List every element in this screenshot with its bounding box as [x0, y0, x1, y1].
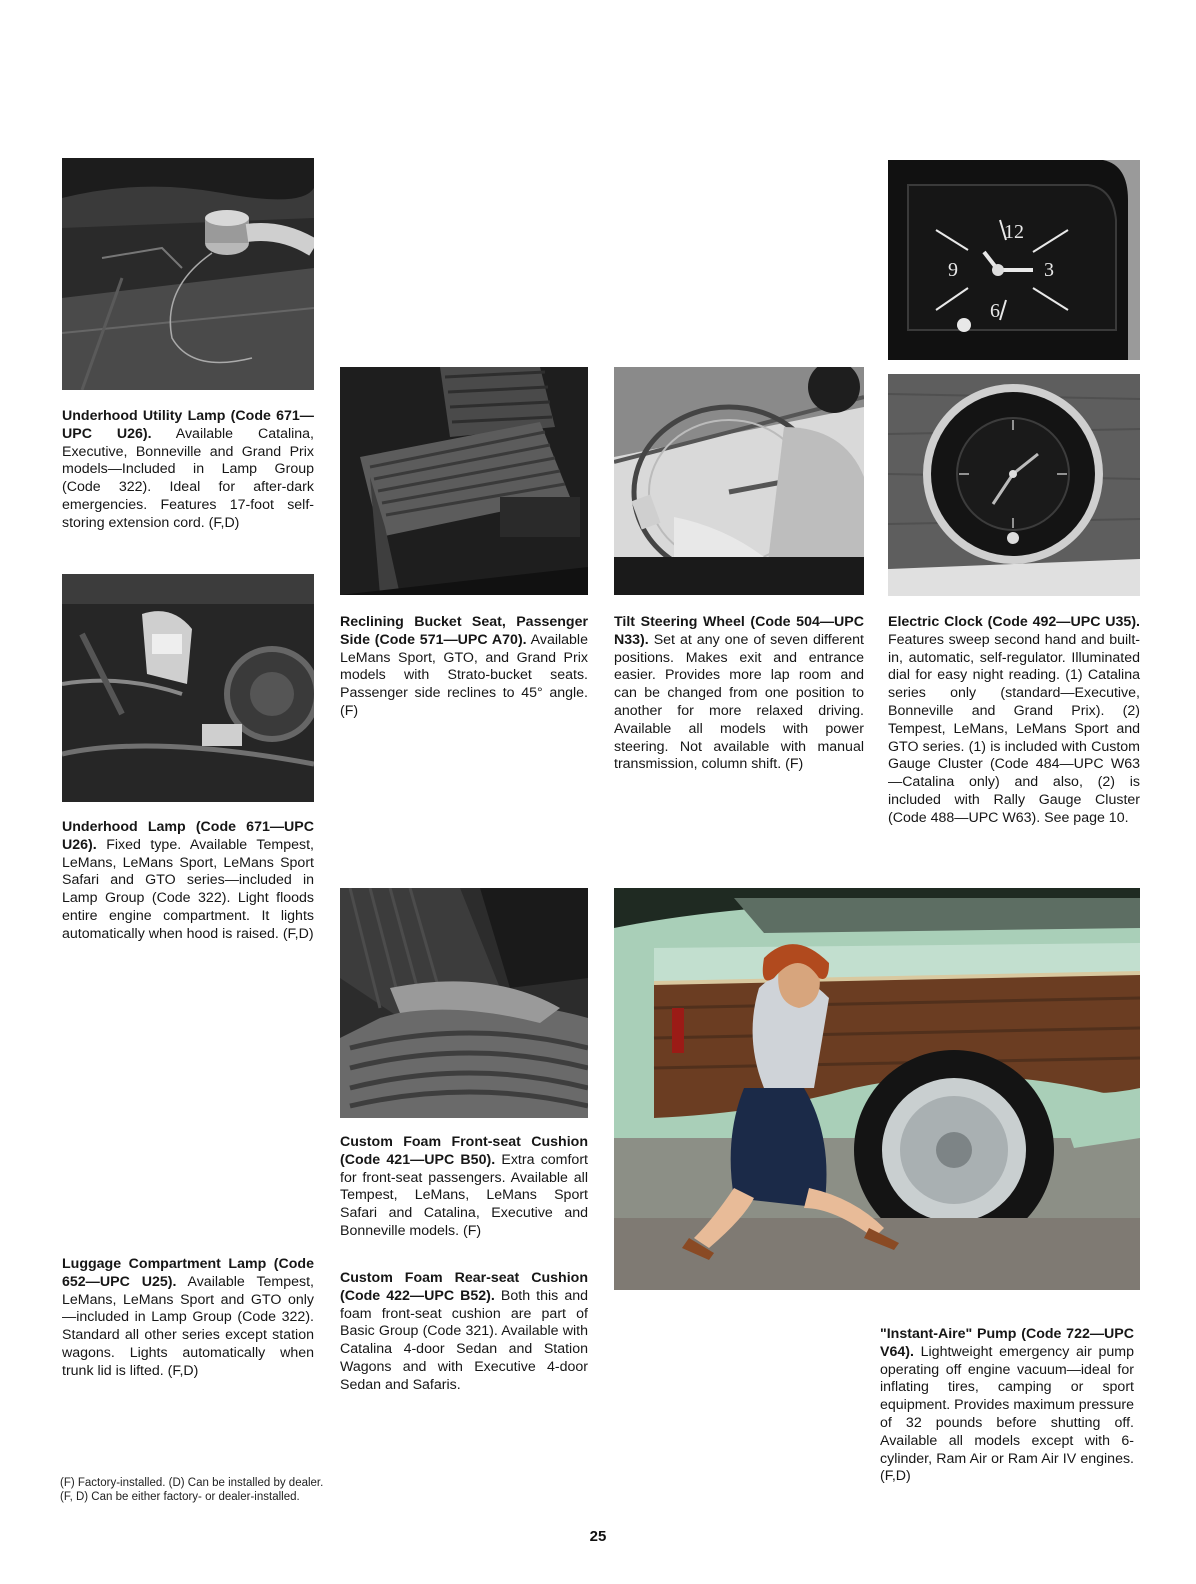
underhood-lamp-caption [62, 819, 314, 944]
rear-cushion-body: Both this and foam front-seat cushion are part of Basic Group (Code 321). Available with Catalina 4-door Sedan and Station Wagons and with Executive 4-door Sedan and Safaris. [340, 1287, 588, 1393]
front-cushion-body: Extra comfort for front-seat passengers. Available all Tempest, LeMans, LeMans Sport Safari and Catalina, Executive and Bonneville models. (F) [340, 1151, 588, 1239]
underhood-lamp-photo [62, 574, 314, 802]
clock-numeral-6: 6 [990, 300, 1000, 322]
bucket-seat-caption [340, 614, 588, 721]
clock-numeral-9: 9 [948, 259, 958, 281]
footnotes [60, 1476, 560, 1504]
air-pump-title: "Instant-Aire" Pump (Code 722—UPC V64). [880, 1326, 1134, 1360]
dash-clock-photo [888, 160, 1140, 360]
utility-lamp-photo [62, 158, 314, 390]
electric-clock-caption [888, 614, 1140, 828]
air-pump-photo [614, 888, 1140, 1290]
electric-clock-body: Features sweep second hand and built-in, automatic, self-regulator. Illuminated dial for easy night reading. (1) Catalina series only (standard—Executive, Bonneville and Grand Prix). (2) Tempest, LeMans, LeMans Sport and GTO series. (1) is included with Custom Gauge Cluster (Code 484—UPC W63—Catalina only) and also, (2) is included with Rally Gauge Cluster (Code 488—UPC W63). See page 10. [888, 631, 1140, 826]
bucket-seat-photo [340, 367, 588, 595]
tilt-wheel-title: Tilt Steering Wheel (Code 504—UPC N33). [614, 614, 864, 648]
page-number: 25 [589, 1528, 607, 1545]
utility-lamp-title: Underhood Utility Lamp (Code 671—UPC U26). [62, 408, 314, 442]
electric-clock-title: Electric Clock (Code 492—UPC U35). [888, 614, 1140, 630]
footnote-line-1: (F) Factory-installed. (D) Can be installed by dealer. [60, 1477, 324, 1489]
luggage-lamp-caption [62, 1256, 314, 1381]
air-pump-body: Lightweight emergency air pump operating off engine vacuum—ideal for inflating tires, camping or sport equipment. Provides maximum pressure of 32 pounds before shutting off. Available all models except with 6-cylinder, Ram Air or Ram Air IV engines. (F,D) [880, 1343, 1134, 1485]
utility-lamp-caption [62, 408, 314, 533]
front-cushion-caption [340, 1134, 588, 1241]
luggage-lamp-body: Available Tempest, LeMans, LeMans Sport and GTO only—included in Lamp Group (Code 322). Standard all other series except station wagons. Lights automatically when trunk lid is lifted. (F,D) [62, 1273, 314, 1379]
luggage-lamp-title: Luggage Compartment Lamp (Code 652—UPC U25). [62, 1256, 314, 1290]
underhood-lamp-title: Underhood Lamp (Code 671—UPC U26). [62, 819, 314, 853]
air-pump-caption [880, 1326, 1134, 1486]
underhood-lamp-body: Fixed type. Available Tempest, LeMans, LeMans Sport, LeMans Sport Safari and GTO series—included in Lamp Group (Code 322). Light floods entire engine compartment. It lights automatically when hood is raised. (F,D) [62, 836, 314, 942]
bucket-seat-title: Reclining Bucket Seat, Passenger Side (Code 571—UPC A70). [340, 614, 588, 648]
front-cushion-title: Custom Foam Front-seat Cushion (Code 421—UPC B50). [340, 1134, 588, 1168]
tilt-wheel-caption [614, 614, 864, 774]
seat-cushion-photo [340, 888, 588, 1118]
tilt-wheel-body: Set at any one of seven different positions. Makes exit and entrance easier. Provides more lap room and can be changed from one position to another for more relaxed driving. Available all models with power steering. Not available with manual transmission, column shift. (F) [614, 631, 864, 773]
clock-numeral-3: 3 [1044, 259, 1054, 281]
utility-lamp-body: Available Catalina, Executive, Bonneville and Grand Prix models—Included in Lamp Group (Code 322). Ideal for after-dark emergencies. Features 17-foot self-storing extension cord. (F,D) [62, 425, 314, 531]
footnote-line-2: (F, D) Can be either factory- or dealer-installed. [60, 1491, 300, 1503]
round-clock-photo [888, 374, 1140, 596]
rear-cushion-title: Custom Foam Rear-seat Cushion (Code 422—UPC B52). [340, 1270, 588, 1304]
tilt-wheel-photo [614, 367, 864, 595]
clock-numeral-12: 12 [1004, 221, 1024, 243]
bucket-seat-body: Available LeMans Sport, GTO, and Grand Prix models with Strato-bucket seats. Passenger side reclines to 45° angle. (F) [340, 631, 588, 719]
rear-cushion-caption [340, 1270, 588, 1395]
